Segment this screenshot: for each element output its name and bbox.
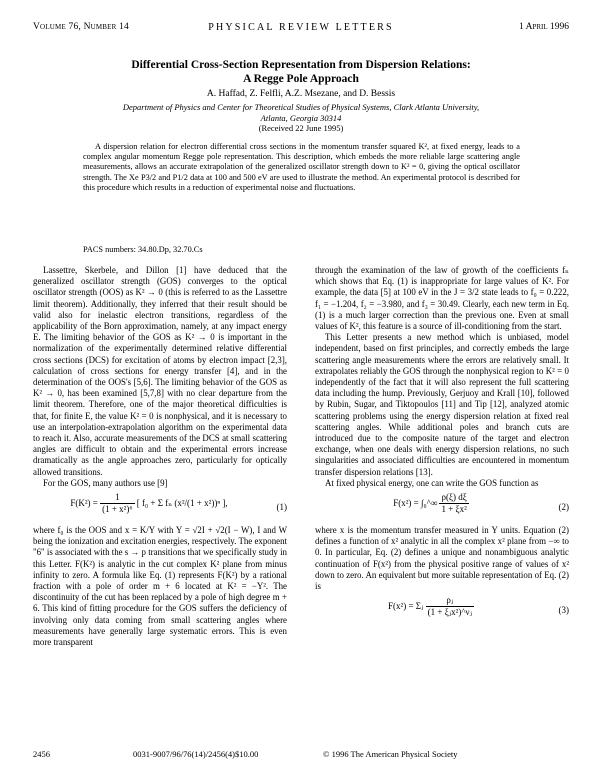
paragraph: For the GOS, many authors use [9] bbox=[43, 477, 168, 488]
volume-number: Volume 76, Number 14 bbox=[33, 22, 130, 32]
paragraph: where f₀ is the OOS and x = K/Y with Y = √2I + √2(I − W), I and W being the ionization and excitation energies, respectively. The exponent "6" is associated with the s → p transitions that we specifically study in this Letter. F(K²) is analytic in the cut complex K² plane from minus infinity to zero. A formula like Eq. (1) represents F(K²) by a rational fraction with a pole of order m + 6 located at K² = −Y². The discontinuity of the cut has been replaced by a pole of high degree m + 6. This kind of fitting procedure for the GOS suffers the deficiency of involving only data coming from small scattering angles where measurements have generally large systematic errors. This is even more transparent bbox=[33, 525, 287, 648]
paragraph: At fixed physical energy, one can write the GOS function as bbox=[325, 477, 539, 488]
affiliation-line-1: Department of Physics and Center for Theoretical Studies of Physical Systems, Clark Atlanta University, bbox=[122, 102, 480, 112]
right-column bbox=[315, 265, 569, 628]
equation-fraction bbox=[439, 492, 468, 515]
equation-fraction bbox=[426, 595, 474, 618]
paragraph: This Letter presents a new method which is unbiased, model independent, based on first principles, and correctly embeds the large scattering angle measurements where the errors are relatively small. It extrapolates reliably the GOS through the nonphysical region to K² = 0 independently of the fact that it will also represent the full scattering data including the hump. Previously, Gerjuoy and Krall [10], followed by Rubin, Sugar, and Tiktopoulos [11] and Tip [12], analyzed atomic scattering problems using the energy dispersion relation at fixed real scattering angles. While additional poles and branch cuts are introduced due to the composite nature of the target and electron exchange, when one deals with energy dispersion relations, no such singularities and associated difficulties are encountered in momentum transfer dispersion relations [13]. bbox=[315, 332, 569, 477]
equation-lhs: F(x²) = ∫₀^∞ bbox=[393, 497, 438, 508]
journal-name: PHYSICAL REVIEW LETTERS bbox=[208, 22, 394, 33]
author-list: A. Haffad, Z. Felfli, A.Z. Msezane, and D. Bessis bbox=[206, 89, 396, 99]
fraction-denominator: (1 + ξⱼx²)^νⱼ bbox=[427, 607, 472, 618]
affiliation-line-2: Atlanta, Georgia 30314 bbox=[260, 112, 342, 123]
paragraph: where x is the momentum transfer measured in Y units. Equation (2) defines a function of x² analytic in all the complex x² plane from −∞ to 0. In particular, Eq. (2) defines a unique and nonambiguous analytic continuation of F(x²) from the physical positive range of values of x² down to zero. An equivalent but more suitable representation of Eq. (2) is bbox=[315, 525, 569, 592]
equation-lhs: F(x²) = Σⱼ bbox=[388, 601, 424, 612]
page-number: 2456 bbox=[33, 749, 50, 759]
fraction-denominator: (1 + x²)⁶ bbox=[102, 504, 133, 515]
equation-2 bbox=[315, 492, 569, 522]
received-date: (Received 22 June 1995) bbox=[258, 123, 344, 133]
abstract: A dispersion relation for electron differential cross sections in the momentum transfer squared K², at fixed energy, leads to a complex angular momentum Regge pole representation. This description, which embeds the more reliable large scattering angle measurements, allows an accurate extrapolation of the generalized oscillator strength down to K² = 0, giving the optical oscillator strength. The Xe P3/2 and P1/2 data at 100 and 500 eV are used to illustrate the method. An experimental protocol is described for this procedure which results in a reduction of experimental noise and fluctuations. bbox=[83, 142, 520, 192]
page-footer bbox=[33, 749, 569, 761]
equation-number: (1) bbox=[276, 502, 287, 513]
article-code: 0031-9007/96/76(14)/2456(4)$10.00 bbox=[133, 749, 259, 759]
running-header bbox=[33, 22, 569, 36]
equation-1 bbox=[33, 492, 287, 522]
paragraph: Lassettre, Skerbele, and Dillon [1] have deduced that the generalized oscillator strength (GOS) converges to the optical oscillator strength (OOS) as K² → 0 (this is referred to as the Lassettre limit theorem). Additionally, they inferred that their result should be valid also for inelastic electron transitions, regardless of the applicability of the Born approximation, namely, at any impact energy E. The limiting behavior of the GOS as K² → 0 is important in the normalization of the experimentally determined relative differential cross sections (DCS) for excitation of atoms by electron impact [2,3], calculation of cross sections for energy transfer [4], and in the determination of the OOS's [5,6]. The limiting behavior of the GOS as K² → 0, has been examined [5,7,8] with no clear departure from the limit theorem. Therefore, one of the major theoretical difficulties is that, for finite E, the value K² = 0 is nonphysical, and it is necessary to use an interpolation-extrapolation algorithm on the experimental data to reach it. Also, accurate measurements of the DCS at small scattering angles are difficult to obtain and the experimental errors increase dramatically as the angle approaches zero, particularly for optically allowed transitions. bbox=[33, 265, 287, 477]
issue-date: 1 April 1996 bbox=[518, 22, 569, 32]
title-line-1: Differential Cross-Section Representation from Dispersion Relations: bbox=[131, 59, 471, 71]
equation-fraction bbox=[100, 492, 134, 515]
pacs-numbers: PACS numbers: 34.80.Dp, 32.70.Cs bbox=[83, 245, 203, 254]
affiliation bbox=[33, 102, 569, 134]
paper-page bbox=[33, 22, 569, 762]
paragraph: through the examination of the law of growth of the coefficients fₙ which shows that Eq. (1) is inappropriate for large values of K². For example, the data [5] at 100 eV in the J = 3/2 state leads to f₀ = 0.222, f₁ = −1.204, f₂ = −3.980, and f₃ = 30.49. Clearly, each new term in Eq. (1) is a much larger correction than the previous one. Even at small values of K², this feature is a source of ill-conditioning from the start. bbox=[315, 265, 569, 332]
equation-rhs: [ f₀ + Σ fₙ (x²/(1 + x²))ⁿ ], bbox=[136, 497, 228, 508]
equation-number: (2) bbox=[558, 502, 569, 513]
equation-3 bbox=[315, 595, 569, 625]
left-column bbox=[33, 265, 287, 648]
fraction-numerator: ρ(ξ) dξ bbox=[439, 492, 468, 504]
paper-title bbox=[33, 58, 569, 86]
fraction-numerator: 1 bbox=[100, 492, 134, 504]
copyright: © 1996 The American Physical Society bbox=[323, 749, 458, 759]
equation-number: (3) bbox=[558, 605, 569, 616]
fraction-numerator: ρⱼ bbox=[426, 595, 474, 607]
title-line-2: A Regge Pole Approach bbox=[243, 73, 359, 85]
fraction-denominator: 1 + ξx² bbox=[441, 504, 467, 515]
equation-lhs: F(K²) = bbox=[70, 497, 98, 508]
